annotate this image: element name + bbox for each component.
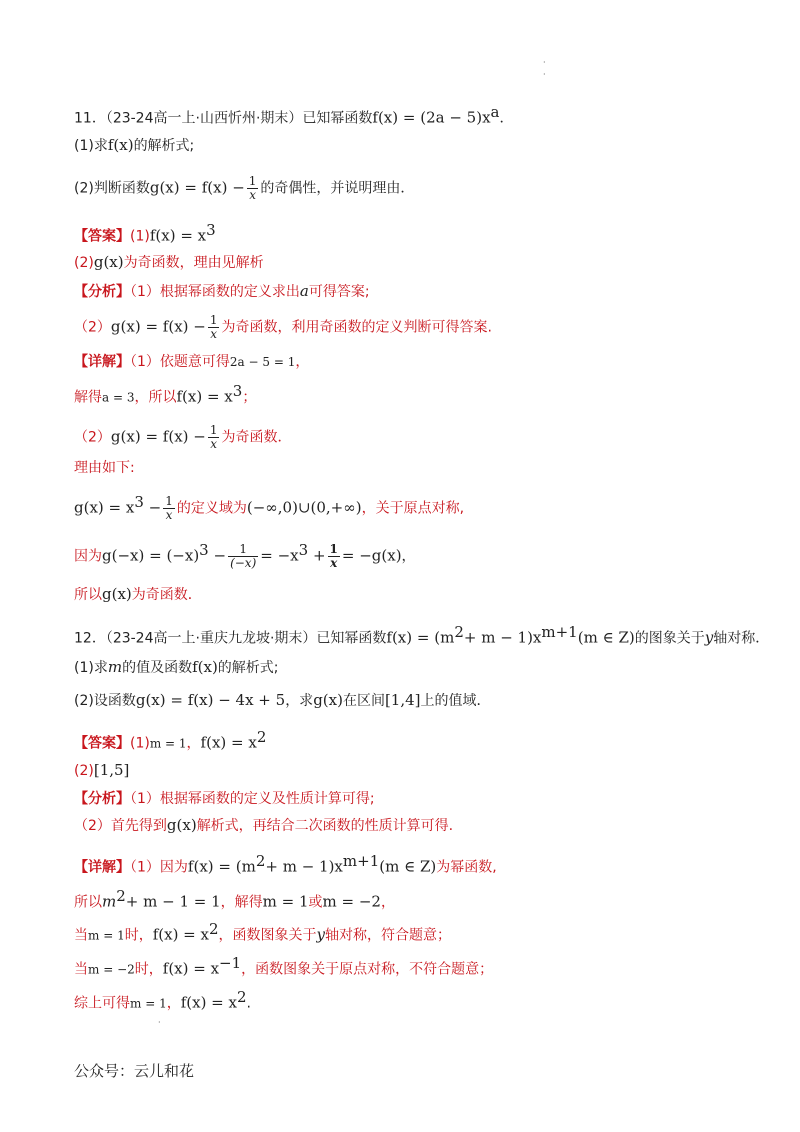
q11-detail1: 【详解】（1）依题意可得2a − 5 = 1， bbox=[74, 354, 310, 370]
fraction: $\frac{1}{x}$ bbox=[209, 423, 218, 451]
q12-answer: 【答案】(1)m = 1，$f(x) = x^2$ bbox=[74, 728, 267, 752]
q11-analysis2: （2）g(x) = f(x) − $\frac{1}{x}$ 为奇函数，利用奇函数的定义判断可得答案. bbox=[74, 313, 492, 341]
q12-line3: 当m = 1时，$f(x) = x^2$，函数图象关于y轴对称，符合题意； bbox=[74, 920, 452, 944]
footer-text: 公众号：云儿和花 bbox=[74, 1062, 195, 1080]
q11-answer2: (2)g(x)为奇函数，理由见解析 bbox=[74, 253, 264, 271]
q11-domain: $g(x) = x^3$ − $\frac{1}{x}$ 的定义域为(−∞,0)∪(0,+∞)，关于原点对称, bbox=[74, 493, 465, 523]
q11-reason-title: 理由如下: bbox=[74, 460, 135, 476]
q12-title: 12．（23-24高一上·重庆九龙坡·期末）已知幂函数$f(x) = (m^2+ m - 1)x^{m+1}(m$ ∈ Z)的图象关于y轴对称． bbox=[74, 623, 770, 647]
fraction: $\frac{1}{x}$ bbox=[329, 542, 338, 571]
q11-solve: 解得a = 3，所以$f(x) = x^3$； bbox=[74, 382, 257, 406]
q11-title: 11．（23-24高一上·山西忻州·期末）已知幂函数$f(x) = (2a - 5)x^a$． bbox=[74, 103, 514, 127]
fraction: $\frac{1}{x}$ bbox=[209, 313, 218, 341]
fraction: $\frac{1}{x}$ bbox=[248, 174, 257, 202]
q12-analysis2: （2）首先得到g(x)解析式，再结合二次函数的性质计算可得. bbox=[74, 816, 454, 834]
q12-line2: 所以$m^2+ m - 1 = 1$，解得m = 1或m = −2， bbox=[74, 887, 395, 911]
q11-part1: (1)求f(x)的解析式; bbox=[74, 136, 195, 154]
q11-analysis1: 【分析】（1）根据幂函数的定义求出a可得答案; bbox=[74, 282, 370, 300]
q12-line5: 综上可得m = 1，$f(x) = x^2$. bbox=[74, 988, 251, 1012]
page-dot: · bbox=[543, 70, 546, 79]
q11-answer: 【答案】$(1)f(x) = x^3$ bbox=[74, 221, 216, 245]
q12-part1: (1)求m的值及函数f(x)的解析式; bbox=[74, 658, 279, 676]
q12-part2: (2)设函数g(x) = f(x) − 4x + 5，求g(x)在区间[1,4]上的值域． bbox=[74, 691, 491, 709]
q11-detail2: （2）g(x) = f(x) − $\frac{1}{x}$ 为奇函数． bbox=[74, 423, 292, 451]
q11-conclusion: 所以g(x)为奇函数． bbox=[74, 585, 202, 603]
q12-analysis1: 【分析】（1）根据幂函数的定义及性质计算可得; bbox=[74, 791, 375, 807]
q12-detail1: 【详解】（1）因为$f(x) = (m^2+ m - 1)x^{m+1}(m$ ∈ Z)为幂函数, bbox=[74, 852, 497, 876]
q11-part2: (2)判断函数g(x) = f(x) − $\frac{1}{x}$ 的奇偶性，并说明理由． bbox=[74, 174, 415, 202]
fraction: $\frac{1}{x}$ bbox=[165, 494, 173, 523]
q12-line4: 当m = −2时，$f(x) = x^{-1}$，函数图象关于原点对称，不符合题意； bbox=[74, 954, 494, 978]
q11-because: 因为$g(-x) = (-x)^3$ − $\frac{1}{(-x)}$ = $-x^3$ + $\frac{1}{x}$ = −g(x)， bbox=[74, 541, 416, 571]
fraction: $\frac{1}{(-x)}$ bbox=[230, 542, 257, 571]
page-dot: · bbox=[158, 1018, 161, 1027]
q12-answer2: (2)[1,5] bbox=[74, 761, 130, 779]
page-dot: · bbox=[543, 58, 546, 67]
